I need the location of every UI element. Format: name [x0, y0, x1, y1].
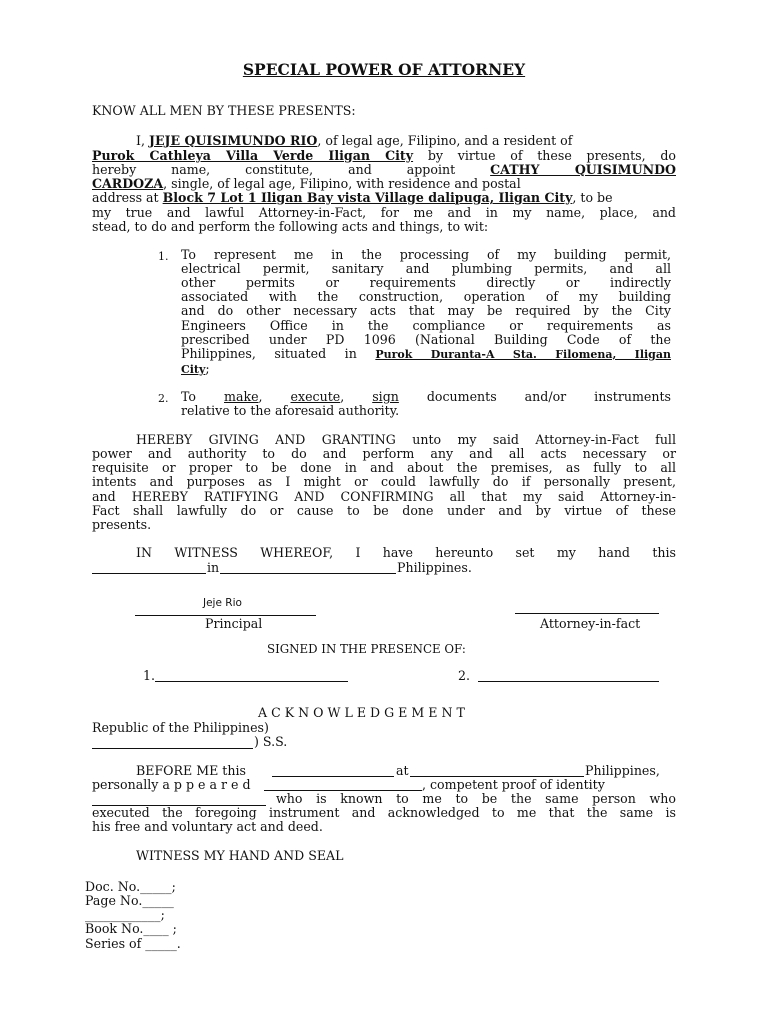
granting-line-last: presents. — [92, 517, 152, 532]
principal-name: JEJE QUISIMUNDO RIO — [148, 133, 318, 148]
intro-line: KNOW ALL MEN BY THESE PRESENTS: — [92, 103, 356, 118]
item-1-line: To represent me in the processing of my building permit, — [181, 247, 671, 262]
before-me-label: BEFORE ME this — [136, 763, 246, 778]
attorney-signature-line — [515, 613, 659, 614]
item-1-line: other permits or requirements directly or indirectly — [181, 275, 671, 290]
granting-line: requisite or proper to be done in and about the premises, as fully to all — [92, 460, 676, 475]
item-1-line-9: City; — [181, 361, 210, 376]
principal-paragraph-line-2: Purok Cathleya Villa Verde Iligan City by virtue of these presents, do — [92, 148, 676, 163]
doc-number: Doc. No._____; — [85, 879, 176, 894]
before-me-date-blank — [272, 776, 394, 777]
item-1-line-8: Philippines, situated in Purok Duranta-A Sta. Filomena, Iligan — [181, 346, 671, 361]
witness-2-line — [478, 681, 659, 682]
witness-place-blank — [220, 573, 396, 574]
ack-philippines: Philippines, — [585, 763, 660, 778]
series-of: Series of _____. — [85, 936, 181, 951]
item-1-line: prescribed under PD 1096 (National Building Code of the — [181, 332, 671, 347]
at-label: at — [396, 763, 409, 778]
item-1-line: Engineers Office in the compliance or requirements as — [181, 318, 671, 333]
attorney-address: Block 7 Lot 1 Iligan Bay vista Village dalipuga, Iligan City — [162, 190, 573, 205]
presence-heading: SIGNED IN THE PRESENCE OF: — [267, 642, 466, 656]
ss-label: ) S.S. — [254, 734, 288, 749]
principal-paragraph-line-1: I, JEJE QUISIMUNDO RIO, of legal age, Filipino, and a resident of — [136, 133, 573, 148]
granting-line: power and authority to do and perform any and all acts necessary or — [92, 446, 676, 461]
granting-line: intents and purposes as I might or could lawfully do if personally present, — [92, 474, 676, 489]
principal-signature-name: Jeje Rio — [203, 597, 242, 609]
document-title: SPECIAL POWER OF ATTORNEY — [242, 60, 526, 79]
witness-day-blank — [92, 573, 206, 574]
principal-paragraph-line-3: hereby name, constitute, and appoint CATHY QUISIMUNDO — [92, 162, 676, 177]
republic-line: Republic of the Philippines) — [92, 720, 269, 735]
item-1-line: and do other necessary acts that may be required by the City — [181, 303, 671, 318]
attorney-name-part-1: CATHY QUISIMUNDO — [490, 162, 676, 177]
principal-address: Purok Cathleya Villa Verde Iligan City — [92, 148, 414, 163]
granting-line: HEREBY GIVING AND GRANTING unto my said Attorney-in-Fact full — [136, 432, 676, 447]
site-address-part-2: City — [181, 363, 206, 376]
site-address-part-1: Purok Duranta-A Sta. Filomena, Iligan — [375, 348, 671, 361]
item-2-number: 2. — [158, 392, 169, 405]
attorney-name-part-2: CARDOZA — [92, 176, 164, 191]
principal-paragraph-line-7: stead, to do and perform the following acts and things, to wit: — [92, 219, 489, 234]
ack-line-5: his free and voluntary act and deed. — [92, 819, 323, 834]
granting-line: Fact shall lawfully do or cause to be done under and by virtue of these — [92, 503, 676, 518]
witness-hand-seal: WITNESS MY HAND AND SEAL — [136, 848, 344, 863]
venue-blank — [92, 748, 253, 749]
witness-2-number: 2. — [458, 668, 471, 683]
attorney-label: Attorney-in-fact — [540, 616, 641, 631]
principal-paragraph-line-4: CARDOZA, single, of legal age, Filipino, with residence and postal — [92, 176, 521, 191]
witness-in-label: in — [207, 560, 220, 575]
witness-1-line — [155, 681, 348, 682]
granting-line: and HEREBY RATIFYING AND CONFIRMING all that my said Attorney-in- — [92, 489, 676, 504]
item-2-line-2: relative to the aforesaid authority. — [181, 403, 400, 418]
competent-proof-text: , competent proof of identity — [422, 777, 605, 792]
item-1-line: electrical permit, sanitary and plumbing permits, and all — [181, 261, 671, 276]
witness-1-number: 1. — [143, 668, 156, 683]
book-number: Book No.____ ; — [85, 921, 177, 936]
witness-line-1: IN WITNESS WHEREOF, I have hereunto set my hand this — [136, 545, 676, 560]
known-to-me-text: who is known to me to be the same person who — [276, 791, 676, 806]
item-1-line: associated with the construction, operation of my building — [181, 289, 671, 304]
witness-philippines: Philippines. — [397, 560, 472, 575]
principal-label: Principal — [205, 616, 263, 631]
register-blank: ____________; — [85, 907, 165, 922]
ack-line-4: executed the foregoing instrument and acknowledged to me that the same is — [92, 805, 676, 820]
page-number: Page No._____ — [85, 893, 174, 908]
acknowledgement-heading: A C K N O W L E D G E M E N T — [258, 705, 465, 720]
principal-paragraph-line-5: address at Block 7 Lot 1 Iligan Bay vista Village dalipuga, Iligan City, to be — [92, 190, 613, 205]
principal-paragraph-line-6: my true and lawful Attorney-in-Fact, for me and in my name, place, and — [92, 205, 676, 220]
personally-appeared-label: personally a p p e a r e d — [92, 777, 251, 792]
item-2-line-1: To make, execute, sign documents and/or instruments — [181, 389, 671, 404]
item-1-number: 1. — [158, 250, 169, 263]
